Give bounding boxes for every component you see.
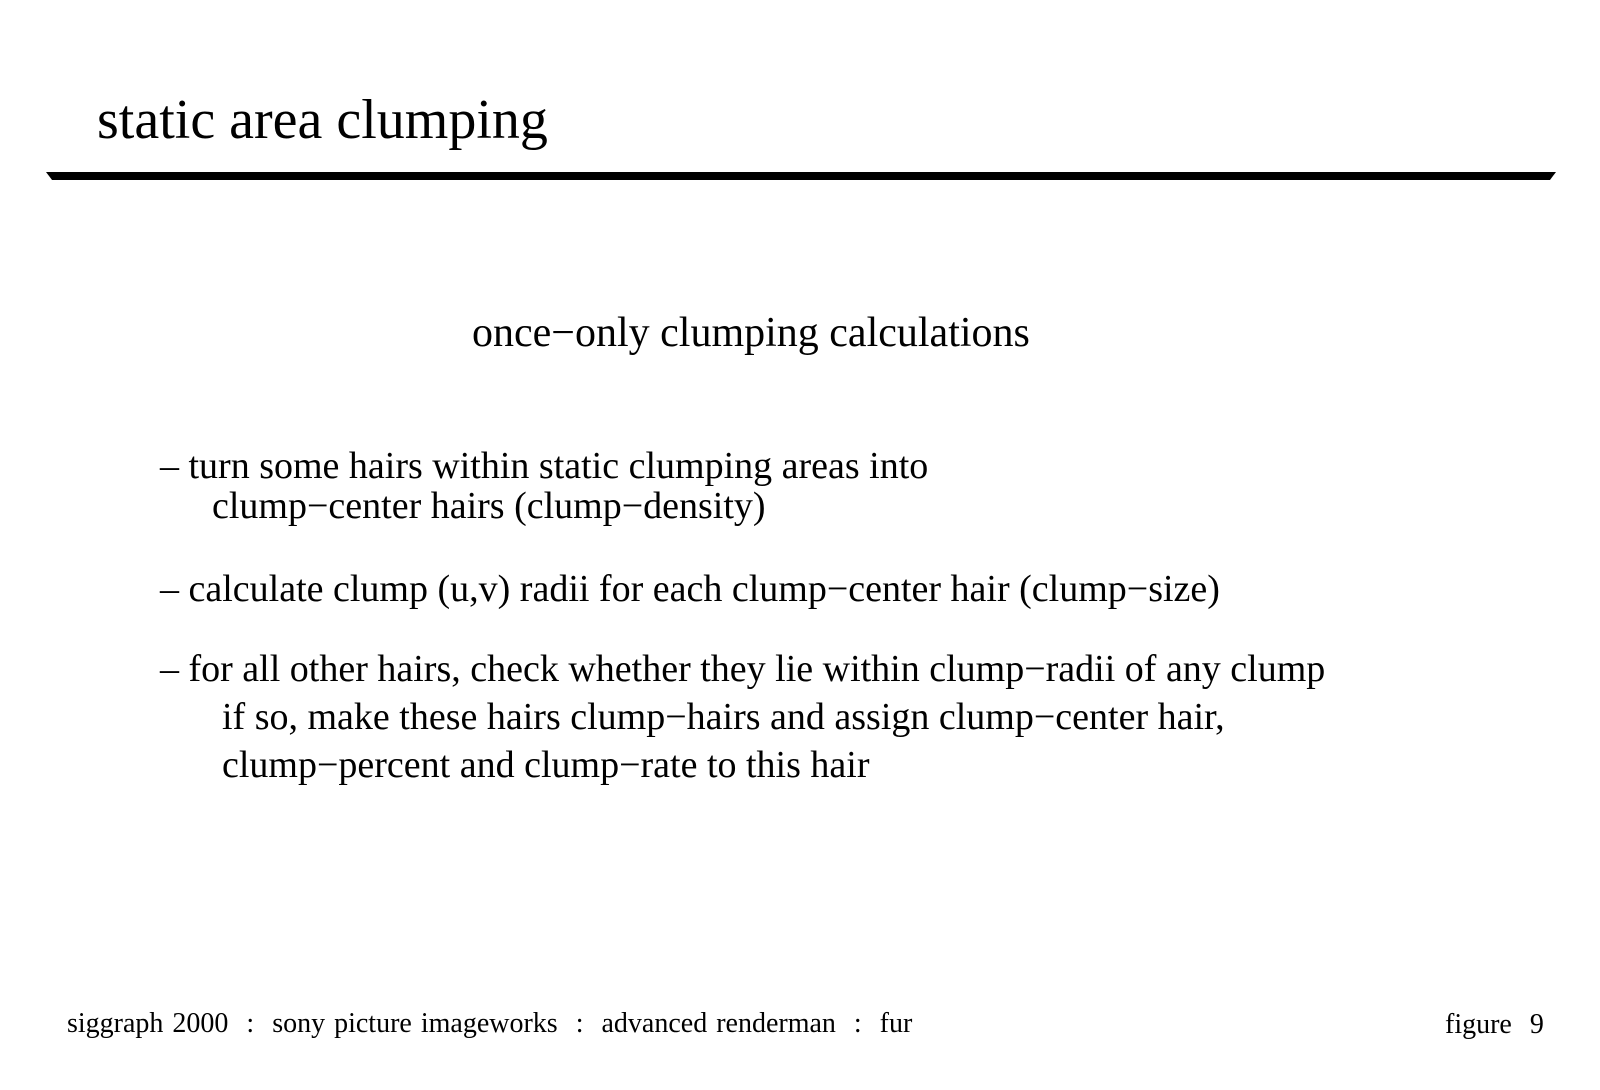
title-underline	[46, 172, 1556, 180]
bullet-item	[160, 648, 1326, 786]
figure-label-text: figure	[1445, 1009, 1512, 1040]
bullet-line: – for all other hairs, check whether they lie within clump−radii of any clump	[160, 648, 1326, 690]
figure-label	[1445, 1011, 1544, 1039]
bullet-line: clump−percent and clump−rate to this hair	[222, 744, 870, 786]
footer-credits: siggraph 2000 : sony picture imageworks : advanced renderman : fur	[67, 1008, 913, 1039]
bullet-line: clump−center hairs (clump−density)	[212, 485, 766, 527]
slide-title: static area clumping	[97, 89, 548, 151]
bullet-item	[160, 445, 929, 527]
bullet-line: – calculate clump (u,v) radii for each clump−center hair (clump−size)	[160, 568, 1220, 610]
bullet-line: – turn some hairs within static clumping areas into	[160, 445, 929, 487]
slide-subtitle: once−only clumping calculations	[472, 310, 1030, 356]
bullet-item	[160, 570, 1220, 608]
figure-number: 9	[1529, 1009, 1544, 1040]
bullet-line: if so, make these hairs clump−hairs and assign clump−center hair,	[222, 696, 1225, 738]
